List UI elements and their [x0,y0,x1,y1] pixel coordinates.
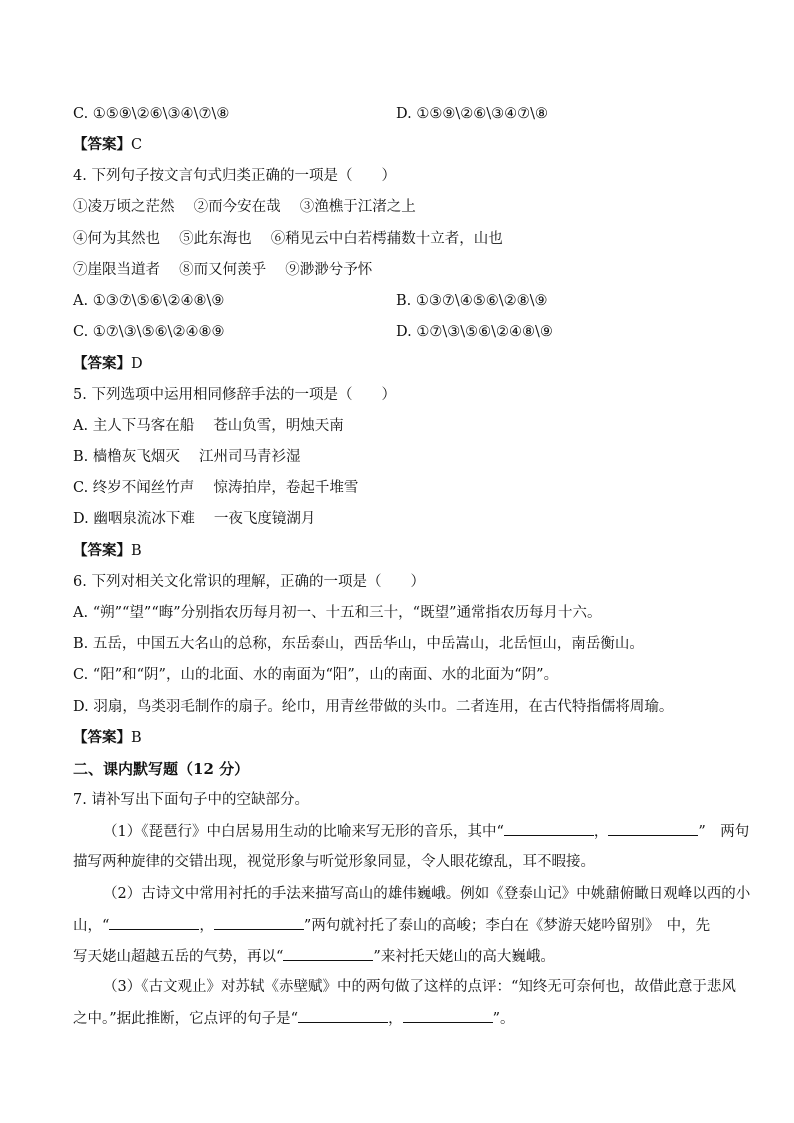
q7-text: ”两句就衬托了泰山的高峻；李白在《梦游天姥吟留别》 中，先 [303,918,711,934]
q7-text: ， [593,824,609,840]
answer-value: B [131,730,142,746]
q3-option-d: D. ①⑤⑨\②⑥\③④⑦\⑧ [396,106,548,122]
section-title: 二、课内默写题（12 分） [73,760,250,778]
q4-items-line-2: ④何为其然也 ⑤此东海也 ⑥稍见云中白若樗蒱数十立者，山也 [73,231,503,247]
q4-option-d: D. ①⑦\③\⑤⑥\②④⑧\⑨ [396,324,553,340]
q7-text: （1）《琵琶行》中白居易用生动的比喻来写无形的音乐，其中“ [103,824,504,840]
q4-option-a: A. ①③⑦\⑤⑥\②④⑧\⑨ [73,293,225,309]
q7-text: ， [199,918,214,934]
q7-text: ， [388,1011,403,1027]
answer-label: 【答案】 [73,136,131,153]
q5-stem: 5. 下列选项中运用相同修辞手法的一项是（ ） [73,387,396,403]
q6-option-b: B. 五岳，中国五大名山的总称，东岳泰山，西岳华山，中岳嵩山，北岳恒山，南岳衡山。 [73,636,644,652]
q7-text: ” 两句 [698,824,750,840]
q7-text: ”来衬托天姥山的高大巍峨。 [373,949,555,965]
q7-text: 之中。”据此推断，它点评的句子是“ [73,1011,299,1027]
fill-blank[interactable] [298,1008,388,1023]
q6-stem: 6. 下列对相关文化常识的理解，正确的一项是（ ） [73,574,425,590]
q5-answer [73,541,142,561]
q3-answer [73,135,142,155]
q4-items-line-1: ①凌万顷之茫然 ②而今安在哉 ③渔樵于江渚之上 [73,199,416,215]
answer-label: 【答案】 [73,542,131,559]
q6-answer [73,728,142,748]
answer-label: 【答案】 [73,729,131,746]
q5-option-b: B. 樯橹灰飞烟灭 江州司马青衫湿 [73,449,301,465]
q7-part-1-line-2: 描写两种旋律的交错出现，视觉形象与听觉形象同显，令人眼花缭乱，耳不暇接。 [73,854,595,870]
q7-part-2-line-3 [73,946,555,967]
q4-stem: 4. 下列句子按文言句式归类正确的一项是（ ） [73,168,396,184]
q4-option-c: C. ①⑦\③\⑤⑥\②④⑧⑨ [73,324,225,340]
q7-text: ”。 [492,1011,515,1027]
q4-option-b: B. ①③⑦\④⑤⑥\②⑧\⑨ [396,293,548,309]
fill-blank[interactable] [214,915,304,930]
q7-part-2-line-2 [73,915,710,936]
q5-option-d: D. 幽咽泉流冰下难 一夜飞度镜湖月 [73,511,316,527]
q6-option-c: C. “阳”和“阴”，山的北面、水的南面为“阳”，山的南面、水的北面为“阴”。 [73,667,559,683]
q4-answer [73,354,143,374]
q6-option-d: D. 羽扇，鸟类羽毛制作的扇子。纶巾，用青丝带做的头巾。二者连用，在古代特指儒将周瑜。 [73,699,674,715]
answer-value: B [131,543,142,559]
answer-value: D [131,356,143,372]
fill-blank[interactable] [403,1008,493,1023]
fill-blank[interactable] [283,946,373,961]
q7-text: 山，“ [73,918,110,934]
q3-option-c: C. ①⑤⑨\②⑥\③④\⑦\⑧ [73,106,230,122]
q5-option-a: A. 主人下马客在船 苍山负雪，明烛天南 [73,418,344,434]
q7-stem: 7. 请补写出下面句子中的空缺部分。 [73,792,309,808]
fill-blank[interactable] [109,915,199,930]
answer-label: 【答案】 [73,355,131,372]
q4-items-line-3: ⑦崖限当道者 ⑧而又何羡乎 ⑨渺渺兮予怀 [73,262,373,278]
q7-part-3-line-2 [73,1008,515,1029]
q5-option-c: C. 终岁不闻丝竹声 惊涛拍岸，卷起千堆雪 [73,480,359,496]
q7-part-1-line-1 [103,821,749,842]
q7-part-2-line-1: （2）古诗文中常用衬托的手法来描写高山的雄伟巍峨。例如《登泰山记》中姚鼐俯瞰日观峰以西的小 [103,886,751,902]
fill-blank[interactable] [608,821,698,836]
q7-part-3-line-1: （3）《古文观止》对苏轼《赤壁赋》中的两句做了这样的点评：“知终无可奈何也，故借此意于悲风 [103,979,736,995]
q7-text: 写天姥山超越五岳的气势，再以“ [73,949,284,965]
answer-value: C [131,137,143,153]
fill-blank[interactable] [504,821,594,836]
q6-option-a: A. “朔”“望”“晦”分别指农历每月初一、十五和三十，“既望”通常指农历每月十六。 [73,605,602,621]
